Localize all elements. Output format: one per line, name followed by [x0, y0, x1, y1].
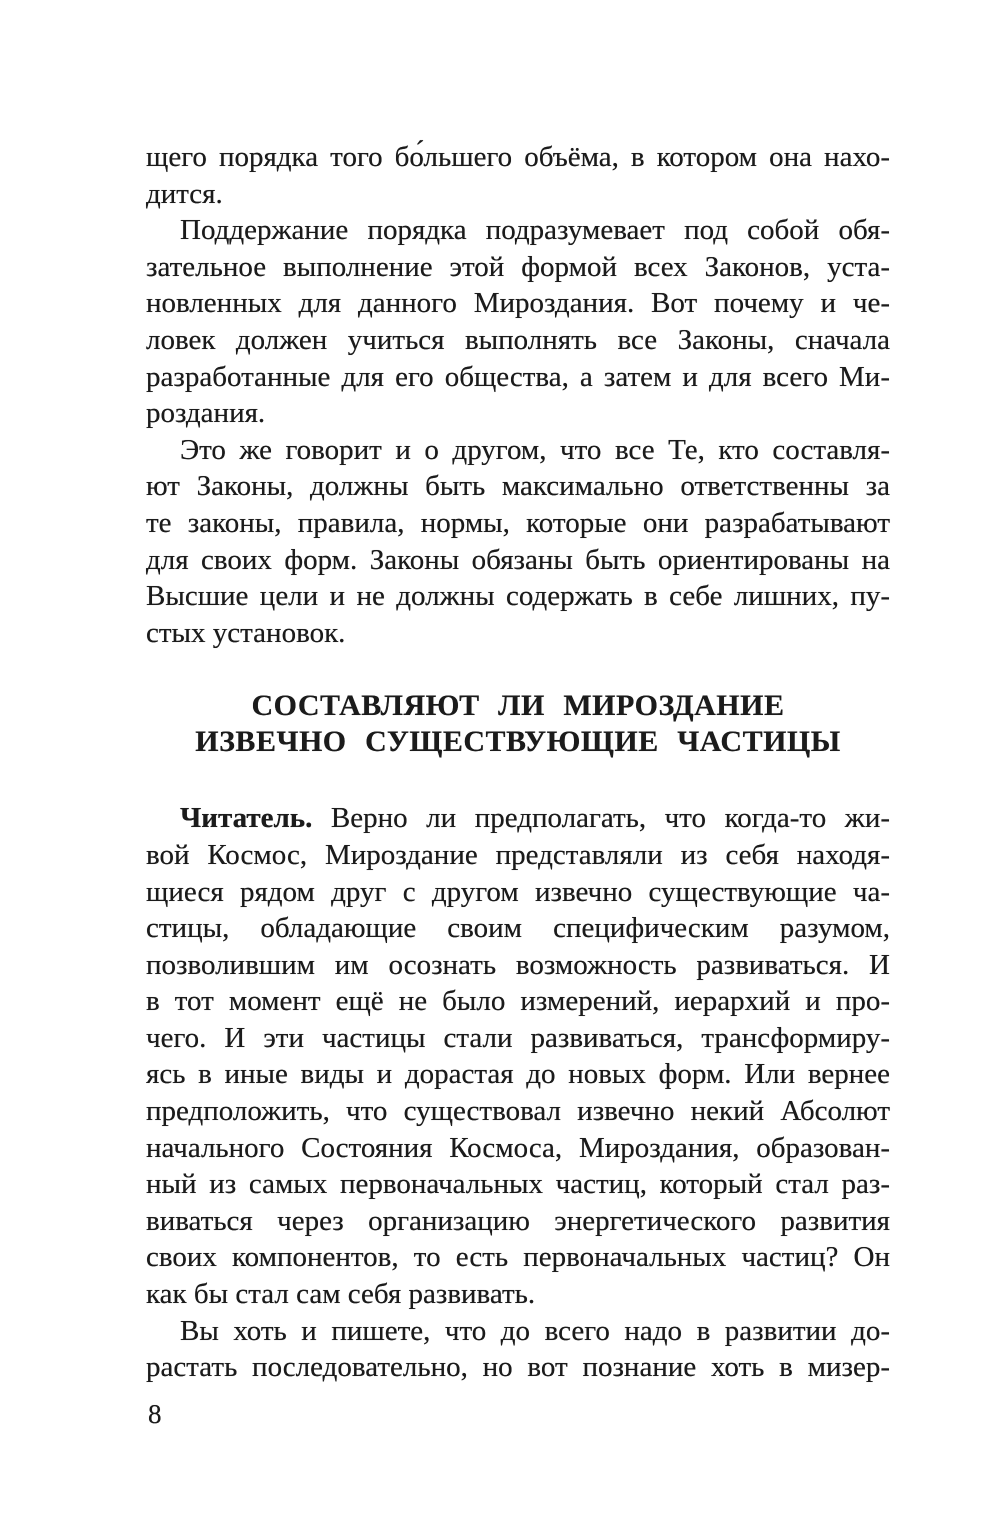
section-heading [146, 688, 890, 760]
text-line: щего порядка того бо́льшего объёма, в котором она нахо- [146, 141, 890, 173]
text-line: разработанные для его общества, а затем и для всего Ми- [146, 360, 890, 393]
text-line: ный из самых первоначальных частиц, который стал раз- [146, 1168, 890, 1201]
text-line: в тот момент ещё не было измерений, иерархий и про- [146, 985, 890, 1018]
text-line: чего. И эти частицы стали развиваться, трансформиру- [146, 1021, 890, 1054]
heading-line: ИЗВЕЧНО СУЩЕСТВУЮЩИЕ ЧАСТИЦЫ [195, 725, 841, 759]
text-line: ясь в иные виды и дорастая до новых форм. Или вернее [146, 1058, 890, 1091]
text-line: для своих форм. Законы обязаны быть ориентированы на [146, 543, 890, 576]
text-line: дится. [146, 177, 223, 210]
text-line: Это же говорит и о другом, что все Те, кто составля- [180, 433, 890, 466]
text-line: Поддержание порядка подразумевает под собой обя- [180, 214, 890, 247]
text-line: своих компонентов, то есть первоначальных частиц? Он [146, 1241, 890, 1274]
text-block [146, 139, 890, 1386]
paragraph [146, 432, 890, 652]
text-line: щиеся рядом друг с другом извечно существующие ча- [146, 875, 890, 908]
text-line: начального Состояния Космоса, Мироздания, образован- [146, 1131, 890, 1164]
text-line: те законы, правила, нормы, которые они разрабатывают [146, 506, 890, 539]
paragraph [146, 212, 890, 432]
text-line: предположить, что существовал извечно некий Абсолют [146, 1095, 890, 1128]
text-line: вой Космос, Мироздание представляли из себя находя- [146, 838, 890, 871]
paragraph [146, 139, 890, 212]
paragraph [146, 800, 890, 1312]
text-line: растать последовательно, но вот познание хоть в мизер- [146, 1351, 890, 1384]
text-line: позволившим им осознать возможность развиваться. И [146, 948, 890, 981]
text-line: как бы стал сам себя развивать. [146, 1278, 536, 1311]
text-line: ют Законы, должны быть максимально ответственны за [146, 470, 890, 503]
text-line: Высшие цели и не должны содержать в себе лишних, пу- [146, 580, 890, 613]
text-line: роздания. [146, 397, 266, 430]
paragraph [146, 1313, 890, 1386]
page-number: 8 [148, 1399, 162, 1429]
text-line: виваться через организацию энергетического развития [146, 1204, 890, 1237]
text-line: стицы, обладающие своим специфическим разумом, [146, 912, 890, 945]
text-line: новленных для данного Мироздания. Вот почему и че- [146, 287, 890, 320]
text-line: Вы хоть и пишете, что до всего надо в развитии до- [180, 1314, 890, 1347]
heading-line: СОСТАВЛЯЮТ ЛИ МИРОЗДАНИЕ [251, 689, 785, 723]
text-line: стых установок. [146, 616, 346, 649]
speaker-label: Читатель. [180, 802, 313, 835]
text-line: зательное выполнение этой формой всех Законов, уста- [146, 250, 890, 283]
text-line: ловек должен учиться выполнять все Законы, сначала [146, 323, 890, 356]
text-line: Читатель. Верно ли предполагать, что когда-то жи- [180, 802, 890, 835]
